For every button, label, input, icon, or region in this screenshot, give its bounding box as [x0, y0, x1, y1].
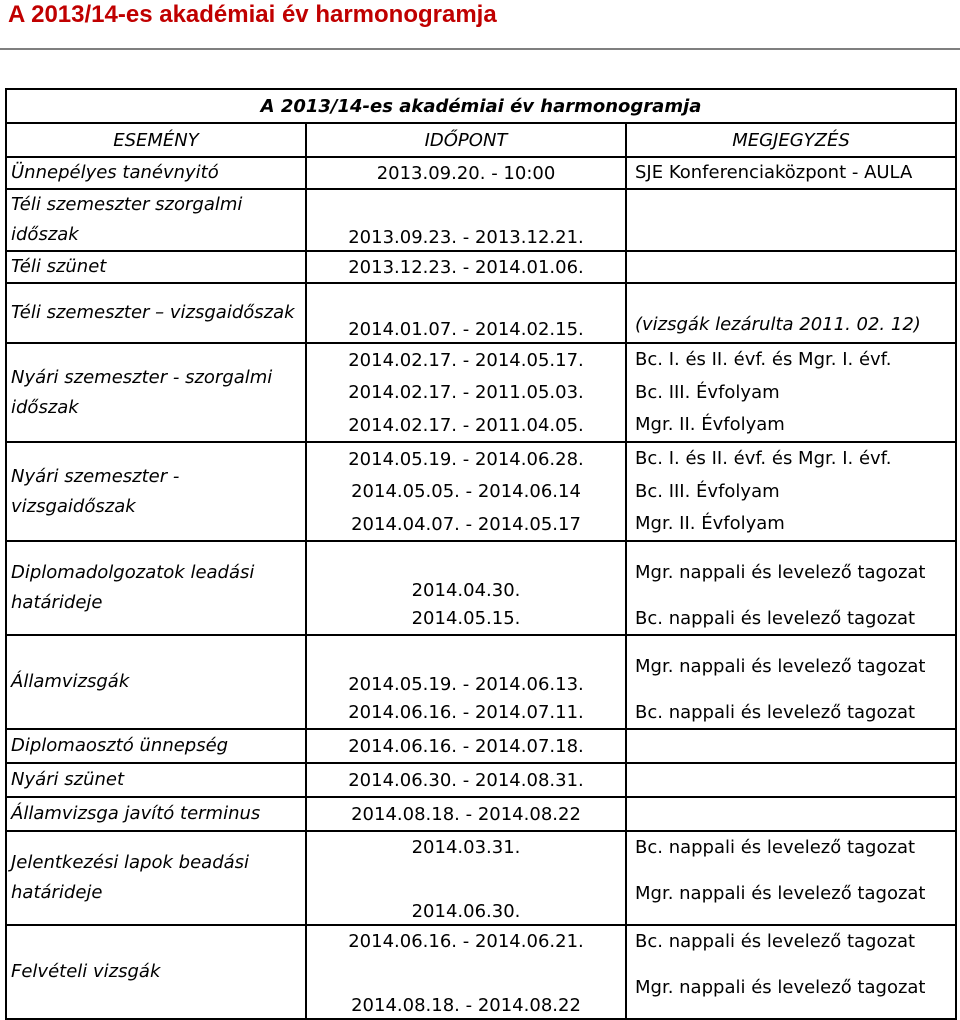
note-cell: (vizsgák lezárulta 2011. 02. 12)	[626, 283, 956, 343]
event-cell: Ünnepélyes tanévnyitó	[6, 157, 306, 189]
date-cell: 2014.06.30. - 2014.08.31.	[306, 763, 626, 797]
note-cell	[626, 251, 956, 283]
date-cell: 2014.05.15.	[306, 603, 626, 635]
note-cell: Mgr. nappali és levelező tagozat	[626, 957, 956, 1019]
date-cell: 2014.01.07. - 2014.02.15.	[306, 283, 626, 343]
table-row	[6, 157, 956, 189]
table-row	[6, 283, 956, 343]
table-row	[6, 831, 956, 863]
date-cell: 2014.06.16. - 2014.06.21.	[306, 925, 626, 957]
note-cell: Bc. nappali és levelező tagozat	[626, 925, 956, 957]
table-title-row	[6, 89, 956, 123]
note-cell	[626, 763, 956, 797]
event-cell: Államvizsga javító terminus	[6, 797, 306, 831]
note-cell	[626, 797, 956, 831]
header-note: MEGJEGYZÉS	[626, 123, 956, 157]
event-cell: Nyári szemeszter - szorgalmi időszak	[6, 343, 306, 442]
note-cell: Bc. III. Évfolyam	[626, 475, 956, 508]
header-event: ESEMÉNY	[6, 123, 306, 157]
note-cell: SJE Konferenciaközpont - AULA	[626, 157, 956, 189]
event-cell: Nyári szünet	[6, 763, 306, 797]
table-row	[6, 925, 956, 957]
date-cell: 2014.02.17. - 2014.05.17.	[306, 343, 626, 376]
table-row	[6, 541, 956, 603]
table-title: A 2013/14-es akadémiai év harmonogramja	[6, 89, 956, 123]
note-cell: Mgr. II. Évfolyam	[626, 508, 956, 541]
event-cell: Felvételi vizsgák	[6, 925, 306, 1019]
header-time: IDŐPONT	[306, 123, 626, 157]
table-row	[6, 763, 956, 797]
event-cell: Államvizsgák	[6, 635, 306, 729]
event-cell: Téli szemeszter – vizsgaidőszak	[6, 283, 306, 343]
table-row	[6, 189, 956, 251]
divider-line	[0, 48, 960, 50]
date-cell: 2014.03.31.	[306, 831, 626, 863]
table-row	[6, 442, 956, 475]
note-cell	[626, 729, 956, 763]
event-cell: Diplomadolgozatok leadási határideje	[6, 541, 306, 635]
date-cell: 2014.04.30.	[306, 541, 626, 603]
table-row	[6, 343, 956, 376]
date-cell: 2014.05.19. - 2014.06.28.	[306, 442, 626, 475]
event-cell: Téli szemeszter szorgalmi időszak	[6, 189, 306, 251]
date-cell: 2014.02.17. - 2011.04.05.	[306, 409, 626, 442]
note-cell: Mgr. II. Évfolyam	[626, 409, 956, 442]
note-cell: Bc. nappali és levelező tagozat	[626, 603, 956, 635]
event-cell: Diplomaosztó ünnepség	[6, 729, 306, 763]
date-cell: 2014.06.30.	[306, 863, 626, 925]
table-header-row	[6, 123, 956, 157]
date-cell: 2013.09.20. - 10:00	[306, 157, 626, 189]
date-cell: 2014.05.19. - 2014.06.13.	[306, 635, 626, 697]
table-row	[6, 635, 956, 697]
date-cell: 2014.06.16. - 2014.07.11.	[306, 697, 626, 729]
schedule-table	[5, 88, 957, 1020]
date-cell: 2014.04.07. - 2014.05.17	[306, 508, 626, 541]
note-cell	[626, 189, 956, 251]
note-cell: Mgr. nappali és levelező tagozat	[626, 635, 956, 697]
date-cell: 2014.06.16. - 2014.07.18.	[306, 729, 626, 763]
page-title: A 2013/14-es akadémiai év harmonogramja	[8, 1, 497, 28]
note-cell: Mgr. nappali és levelező tagozat	[626, 541, 956, 603]
event-cell: Nyári szemeszter - vizsgaidőszak	[6, 442, 306, 541]
table-row	[6, 729, 956, 763]
note-cell: Bc. III. Évfolyam	[626, 376, 956, 409]
note-cell: Bc. nappali és levelező tagozat	[626, 831, 956, 863]
event-cell: Jelentkezési lapok beadási határideje	[6, 831, 306, 925]
date-cell: 2013.12.23. - 2014.01.06.	[306, 251, 626, 283]
date-cell: 2013.09.23. - 2013.12.21.	[306, 189, 626, 251]
event-cell: Téli szünet	[6, 251, 306, 283]
note-cell: Bc. nappali és levelező tagozat	[626, 697, 956, 729]
note-cell: Mgr. nappali és levelező tagozat	[626, 863, 956, 925]
table-row	[6, 251, 956, 283]
table-row	[6, 797, 956, 831]
date-cell: 2014.08.18. - 2014.08.22	[306, 957, 626, 1019]
date-cell: 2014.02.17. - 2011.05.03.	[306, 376, 626, 409]
note-cell: Bc. I. és II. évf. és Mgr. I. évf.	[626, 442, 956, 475]
note-cell: Bc. I. és II. évf. és Mgr. I. évf.	[626, 343, 956, 376]
date-cell: 2014.05.05. - 2014.06.14	[306, 475, 626, 508]
date-cell: 2014.08.18. - 2014.08.22	[306, 797, 626, 831]
